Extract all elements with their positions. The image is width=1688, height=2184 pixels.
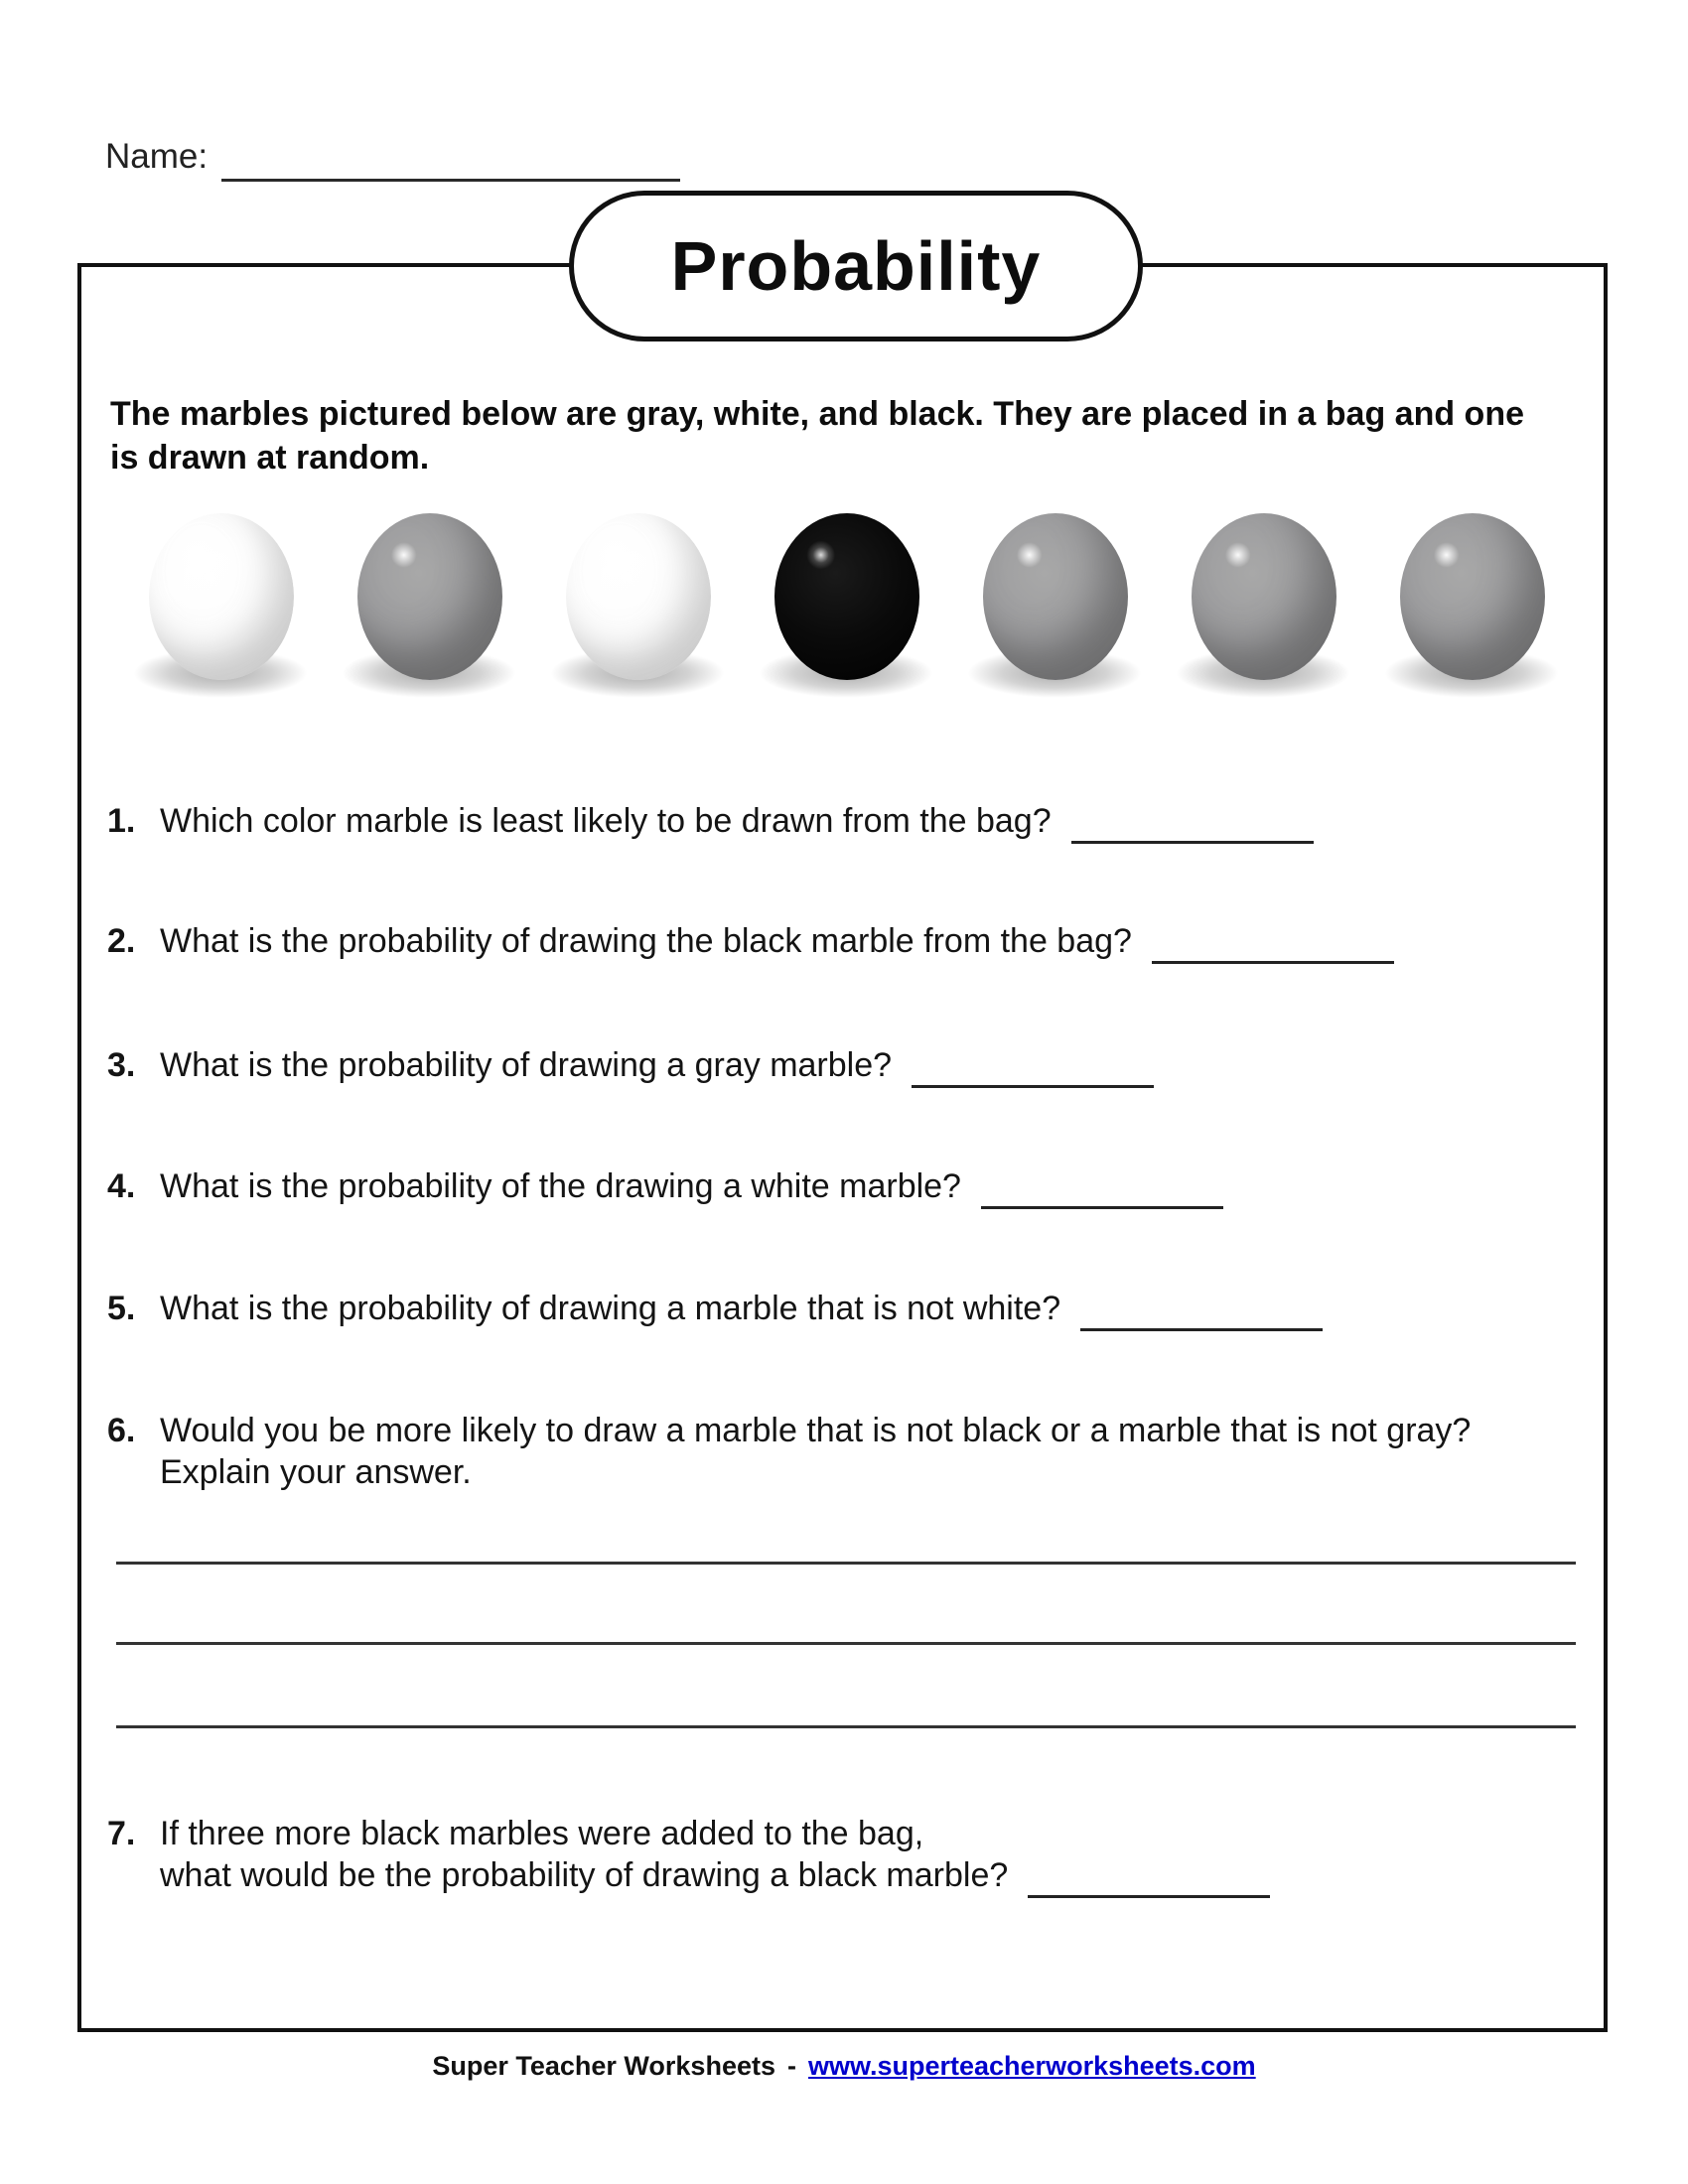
footer-separator: -: [786, 2051, 796, 2081]
answer-line-2: [116, 1642, 1576, 1645]
marble-slot-4: [774, 513, 919, 717]
answer-line-1: [116, 1562, 1576, 1565]
question-text: [160, 1288, 1323, 1331]
marble-slot-6: [1192, 513, 1336, 717]
answer-blank: [1152, 961, 1394, 964]
intro-text: [110, 392, 1590, 479]
answer-line-3: [116, 1725, 1576, 1728]
question-3: [107, 1044, 1587, 1088]
question-text: [160, 920, 1394, 964]
marble-gray: [983, 513, 1128, 680]
question-number: 7.: [107, 1815, 136, 1852]
footer: [0, 2051, 1688, 2082]
marble-slot-2: [357, 513, 502, 717]
question-line: If three more black marbles were added to the bag,: [160, 1815, 924, 1852]
footer-site-name: Super Teacher Worksheets: [432, 2051, 775, 2081]
name-label: Name:: [105, 137, 209, 176]
marble-row: [149, 513, 1545, 717]
marble-gray: [1192, 513, 1336, 680]
answer-blank: [912, 1085, 1154, 1088]
marble-slot-7: [1400, 513, 1545, 717]
marble-white: [566, 513, 711, 680]
question-text: [160, 1044, 1154, 1088]
question-2: [107, 920, 1587, 964]
answer-blank: [981, 1206, 1223, 1209]
answer-blank: [1071, 841, 1314, 844]
intro-line-2: is drawn at random.: [110, 439, 430, 477]
question-text: [160, 1165, 1223, 1209]
question-number: 1.: [107, 802, 136, 840]
marble-black: [774, 513, 919, 680]
question-line: what would be the probability of drawing a black marble?: [160, 1854, 1270, 1898]
question-line: Would you be more likely to draw a marble that is not black or a marble that is not gray?: [160, 1412, 1472, 1449]
question-number: 6.: [107, 1412, 136, 1449]
marble-slot-3: [566, 513, 711, 717]
answer-blank: [1028, 1895, 1270, 1898]
name-row: [105, 137, 680, 182]
marble-slot-5: [983, 513, 1128, 717]
question-4: [107, 1165, 1587, 1209]
marble-gray: [1400, 513, 1545, 680]
intro-line-1: The marbles pictured below are gray, white, and black. They are placed in a bag and one: [110, 395, 1524, 433]
question-line: What is the probability of drawing the black marble from the bag?: [160, 920, 1394, 964]
marble-white: [149, 513, 294, 680]
question-line: Which color marble is least likely to be drawn from the bag?: [160, 800, 1314, 844]
question-number: 2.: [107, 922, 136, 960]
question-1: [107, 800, 1587, 844]
question-text: [160, 800, 1314, 844]
title-pill: [569, 191, 1143, 341]
question-line: What is the probability of the drawing a white marble?: [160, 1165, 1223, 1209]
page-title: Probability: [670, 227, 1042, 305]
marble-slot-1: [149, 513, 294, 717]
question-line: Explain your answer.: [160, 1453, 472, 1491]
name-blank-line: [221, 179, 680, 182]
question-6: [107, 1410, 1587, 1493]
question-number: 4.: [107, 1167, 136, 1205]
question-7: [107, 1813, 1587, 1898]
question-5: [107, 1288, 1587, 1331]
worksheet-border-box: [77, 263, 1608, 2032]
question-text: [160, 1813, 1270, 1898]
question-line: What is the probability of drawing a marble that is not white?: [160, 1288, 1323, 1331]
question-number: 5.: [107, 1290, 136, 1327]
marble-gray: [357, 513, 502, 680]
question-text: [160, 1410, 1471, 1493]
footer-link[interactable]: www.superteacherworksheets.com: [807, 2051, 1256, 2081]
answer-blank: [1080, 1328, 1323, 1331]
question-line: What is the probability of drawing a gray marble?: [160, 1044, 1154, 1088]
question-number: 3.: [107, 1046, 136, 1084]
